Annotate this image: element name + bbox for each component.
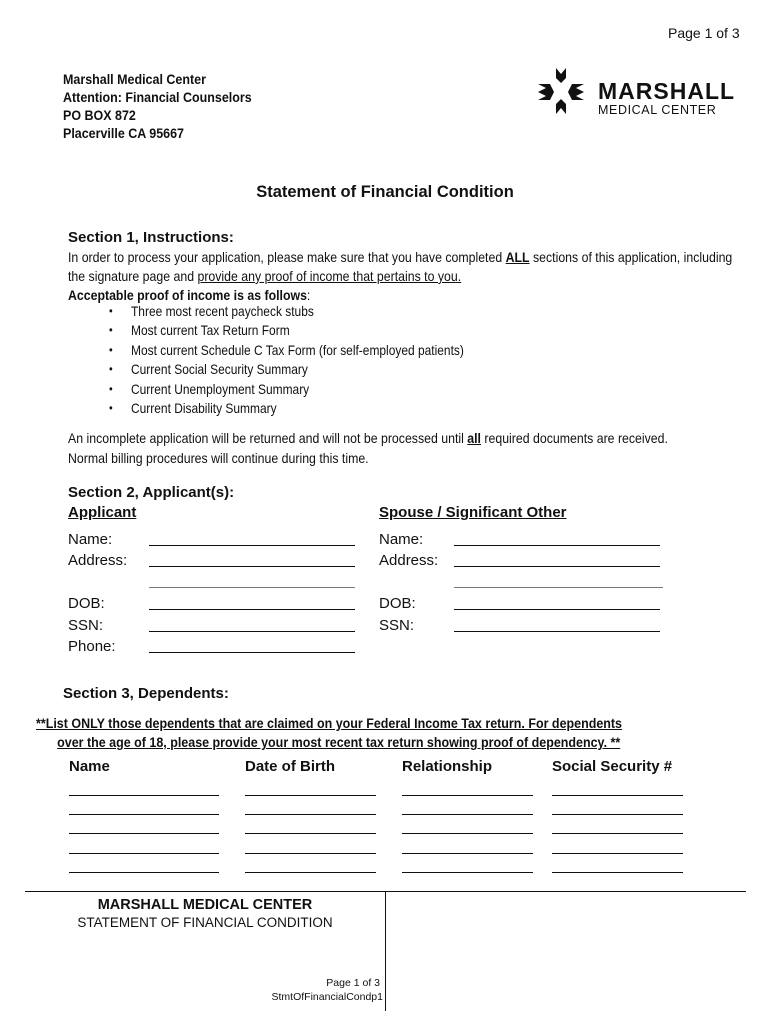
dependent-row-2-field-2[interactable] — [245, 814, 376, 815]
applicant-address-field[interactable] — [149, 566, 355, 567]
footer-org: MARSHALL MEDICAL CENTER — [97, 897, 313, 913]
address-line-3: PO BOX 872 — [63, 108, 136, 124]
address-line-4: Placerville CA 95667 — [63, 126, 185, 142]
dependent-row-1-field-1[interactable] — [69, 795, 219, 796]
dependent-row-5-field-2[interactable] — [245, 872, 376, 873]
page-number: Page 1 of 3 — [668, 25, 740, 41]
notice-line-2: Normal billing procedures will continue during this time. — [68, 450, 369, 466]
footer-page: Page 1 of 3 — [326, 977, 380, 989]
bullet-icon: • — [109, 304, 113, 318]
applicant-ssn-label: SSN: — [68, 617, 104, 634]
applicant-name-label: Name: — [68, 531, 113, 548]
dependent-row-2-field-3[interactable] — [402, 814, 533, 815]
proof-bullet-item — [109, 399, 464, 418]
bullet-icon: • — [109, 362, 113, 377]
dependent-row-4-field-2[interactable] — [245, 853, 376, 854]
section3-heading: Section 3, Dependents: — [63, 685, 229, 702]
applicant-phone-field[interactable] — [149, 652, 355, 653]
proof-bullet-item — [109, 360, 464, 379]
applicant-ssn-field[interactable] — [149, 631, 355, 632]
address-line-1: Marshall Medical Center — [63, 72, 206, 88]
dependent-row-5-field-3[interactable] — [402, 872, 533, 873]
mailing-address — [63, 71, 252, 143]
spouse-dob-field[interactable] — [454, 609, 660, 610]
applicant-address-label: Address: — [68, 552, 128, 569]
marshall-logo — [536, 66, 746, 118]
proof-bullet-text: Most current Tax Return Form — [131, 323, 290, 339]
spouse-address-field-2[interactable] — [454, 587, 663, 588]
spouse-address-label: Address: — [379, 552, 439, 569]
dependent-row-4-field-3[interactable] — [402, 853, 533, 854]
notice-line-1: An incomplete application will be returned and will not be processed until all required documents are received. — [68, 430, 668, 446]
proof-of-income-label: Acceptable proof of income is as follows: — [68, 287, 311, 303]
dependents-col-name: Name — [69, 758, 110, 775]
dependent-row-3-field-2[interactable] — [245, 833, 376, 834]
page-title: Statement of Financial Condition — [256, 183, 514, 201]
dependent-row-5-field-1[interactable] — [69, 872, 219, 873]
spouse-name-field[interactable] — [454, 545, 660, 546]
dependent-row-5-field-4[interactable] — [552, 872, 683, 873]
dependent-row-4-field-1[interactable] — [69, 853, 219, 854]
proof-bullet-item — [109, 302, 464, 321]
dependent-row-4-field-4[interactable] — [552, 853, 683, 854]
spouse-name-label: Name: — [379, 531, 424, 548]
applicant-name-field[interactable] — [149, 545, 355, 546]
proof-bullet-text: Three most recent paycheck stubs — [131, 304, 314, 319]
proof-bullet-item — [109, 321, 464, 340]
proof-bullet-text: Most current Schedule C Tax Form (for self-employed patients) — [131, 342, 464, 358]
spouse-ssn-label: SSN: — [379, 617, 415, 634]
instructions-line-1: In order to process your application, please make sure that you have completed ALL sections of this application, including — [68, 249, 733, 265]
proof-bullet-item — [109, 341, 464, 360]
dependent-row-2-field-1[interactable] — [69, 814, 219, 815]
address-line-2: Attention: Financial Counselors — [63, 90, 252, 106]
dependents-note-line-1: **List ONLY those dependents that are claimed on your Federal Income Tax return. For dependents — [36, 716, 623, 732]
dependent-row-3-field-4[interactable] — [552, 833, 683, 834]
bullet-icon: • — [109, 381, 113, 396]
spouse-address-field[interactable] — [454, 566, 660, 567]
proof-bullet-item — [109, 380, 464, 399]
dependents-note-line-2: over the age of 18, please provide your most recent tax return showing proof of dependency. ** — [57, 735, 621, 751]
proof-bullet-text: Current Unemployment Summary — [131, 381, 310, 397]
bullet-icon: • — [109, 342, 113, 357]
applicant-heading: Applicant — [68, 504, 137, 521]
applicant-phone-label: Phone: — [68, 638, 116, 655]
applicant-address-field-2[interactable] — [149, 587, 355, 588]
logo-name: MARSHALL — [598, 78, 736, 104]
footer-doc-title: STATEMENT OF FINANCIAL CONDITION — [77, 915, 333, 930]
incomplete-notice — [68, 428, 668, 468]
dependents-col-dob: Date of Birth — [245, 758, 335, 775]
proof-bullet-list — [109, 302, 464, 418]
dependents-col-ssn: Social Security # — [552, 758, 673, 775]
proof-bullet-text: Current Disability Summary — [131, 400, 277, 416]
applicant-dob-label: DOB: — [68, 595, 105, 612]
proof-bullet-text: Current Social Security Summary — [131, 362, 308, 378]
dependents-note — [36, 715, 622, 753]
dependent-row-1-field-3[interactable] — [402, 795, 533, 796]
section1-heading: Section 1, Instructions: — [68, 229, 234, 246]
spouse-heading: Spouse / Significant Other — [379, 504, 567, 521]
dependent-row-1-field-2[interactable] — [245, 795, 376, 796]
dependent-row-3-field-1[interactable] — [69, 833, 219, 834]
dependent-row-3-field-3[interactable] — [402, 833, 533, 834]
logo-subtitle: MEDICAL CENTER — [598, 103, 717, 117]
footer-doc-code: StmtOfFinancialCondp1 — [271, 991, 383, 1003]
spouse-dob-label: DOB: — [379, 595, 416, 612]
dependent-row-2-field-4[interactable] — [552, 814, 683, 815]
spouse-ssn-field[interactable] — [454, 631, 660, 632]
bullet-icon: • — [109, 323, 113, 338]
footer-vertical-divider — [385, 891, 386, 1011]
applicant-dob-field[interactable] — [149, 609, 355, 610]
marshall-m-icon — [536, 66, 586, 116]
dependent-row-1-field-4[interactable] — [552, 795, 683, 796]
section2-heading: Section 2, Applicant(s): — [68, 484, 235, 501]
instructions-line-2: the signature page and provide any proof of income that pertains to you. — [68, 268, 462, 284]
bullet-icon: • — [109, 400, 113, 415]
section1-paragraph — [68, 248, 732, 305]
dependents-col-relationship: Relationship — [402, 758, 493, 775]
